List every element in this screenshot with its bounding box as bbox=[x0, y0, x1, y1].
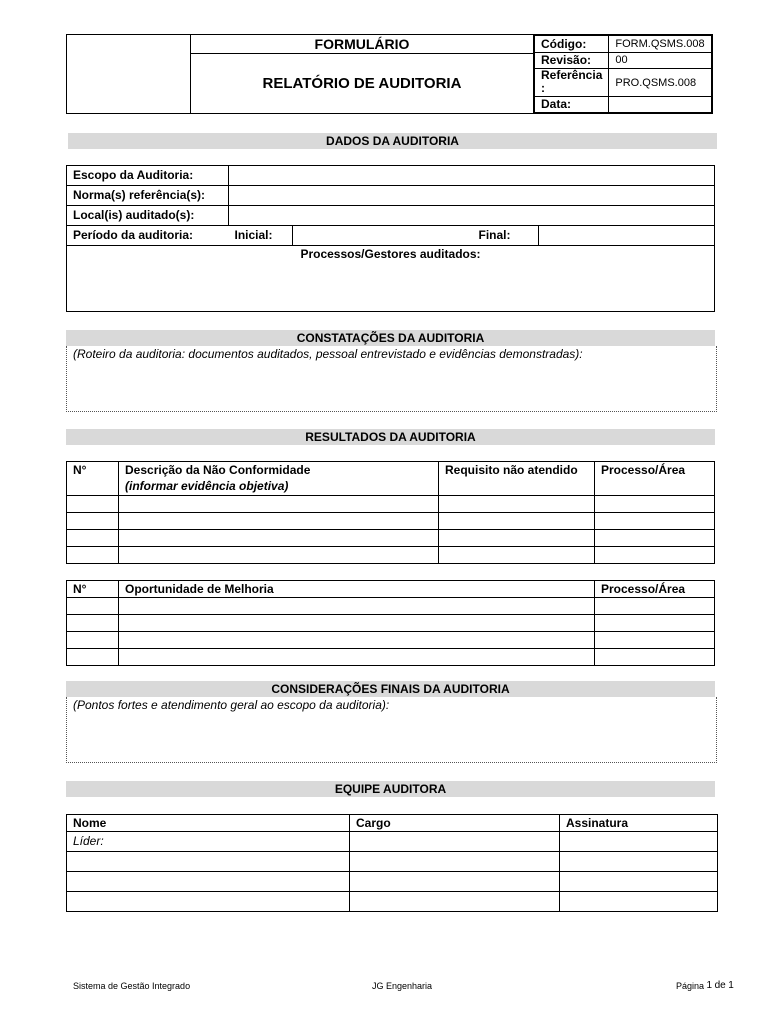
reference-value: PRO.QSMS.008 bbox=[609, 69, 712, 97]
footer-page-of: de bbox=[714, 980, 726, 991]
om-desc-header: Oportunidade de Melhoria bbox=[119, 581, 595, 598]
om-num-header: N° bbox=[67, 581, 119, 598]
norms-value[interactable] bbox=[229, 186, 715, 206]
table-row[interactable] bbox=[67, 632, 715, 649]
constatacoes-box[interactable] bbox=[66, 346, 717, 412]
locations-label: Local(is) auditado(s): bbox=[67, 206, 229, 226]
period-label: Período da auditoria: bbox=[67, 226, 229, 246]
team-signature-header: Assinatura bbox=[560, 815, 718, 832]
scope-label: Escopo da Auditoria: bbox=[67, 166, 229, 186]
table-row[interactable] bbox=[67, 513, 715, 530]
footer-system: Sistema de Gestão Integrado bbox=[73, 981, 191, 991]
nc-num-header: N° bbox=[67, 462, 119, 496]
team-name-header: Nome bbox=[67, 815, 350, 832]
consideracoes-box[interactable] bbox=[66, 697, 717, 763]
nc-table bbox=[66, 461, 715, 564]
reference-label: Referência : bbox=[535, 69, 609, 97]
footer-page-num: 1 bbox=[706, 980, 713, 991]
scope-value[interactable] bbox=[229, 166, 715, 186]
footer-page bbox=[676, 980, 734, 991]
section-equipe: EQUIPE AUDITORA bbox=[66, 781, 715, 797]
norms-label: Norma(s) referência(s): bbox=[67, 186, 229, 206]
code-label: Código: bbox=[535, 36, 609, 53]
nc-desc-title: Descrição da Não Conformidade bbox=[125, 463, 311, 477]
table-row[interactable] bbox=[67, 852, 718, 872]
initial-label: Inicial: bbox=[229, 226, 293, 246]
table-row[interactable] bbox=[67, 530, 715, 547]
dados-table bbox=[66, 165, 715, 312]
doc-info-cell bbox=[534, 35, 713, 114]
nc-desc-header bbox=[119, 462, 439, 496]
logo-cell bbox=[67, 35, 191, 114]
section-constatacoes: CONSTATAÇÕES DA AUDITORIA bbox=[66, 330, 715, 346]
revision-label: Revisão: bbox=[535, 53, 609, 69]
section-dados: DADOS DA AUDITORIA bbox=[68, 133, 717, 149]
table-row[interactable] bbox=[67, 649, 715, 666]
initial-value[interactable] bbox=[293, 226, 473, 246]
team-role-header: Cargo bbox=[350, 815, 560, 832]
table-row[interactable] bbox=[67, 496, 715, 513]
table-row[interactable] bbox=[67, 872, 718, 892]
document-title: RELATÓRIO DE AUDITORIA bbox=[191, 54, 534, 114]
nc-req-header: Requisito não atendido bbox=[439, 462, 595, 496]
table-row[interactable] bbox=[67, 615, 715, 632]
table-row[interactable] bbox=[67, 547, 715, 564]
footer-company: JG Engenharia bbox=[372, 981, 433, 991]
leader-label: Líder: bbox=[67, 832, 350, 852]
om-proc-header: Processo/Área bbox=[595, 581, 715, 598]
revision-value: 00 bbox=[609, 53, 712, 69]
code-value: FORM.QSMS.008 bbox=[609, 36, 712, 53]
form-label: FORMULÁRIO bbox=[191, 35, 534, 54]
final-value[interactable] bbox=[539, 226, 715, 246]
constatacoes-hint: (Roteiro da auditoria: documentos auditados, pessoal entrevistado e evidências demonstradas): bbox=[73, 347, 583, 361]
date-value bbox=[609, 97, 712, 113]
date-label: Data: bbox=[535, 97, 609, 113]
processes-label: Processos/Gestores auditados: bbox=[300, 247, 481, 261]
header-table bbox=[66, 34, 713, 114]
nc-desc-note: (informar evidência objetiva) bbox=[125, 479, 289, 493]
section-resultados: RESULTADOS DA AUDITORIA bbox=[66, 429, 715, 445]
table-row[interactable] bbox=[67, 892, 718, 912]
table-row[interactable] bbox=[67, 598, 715, 615]
footer-page-label: Página bbox=[676, 981, 705, 991]
final-label: Final: bbox=[473, 226, 539, 246]
footer-page-total: 1 bbox=[728, 980, 734, 991]
consideracoes-hint: (Pontos fortes e atendimento geral ao escopo da auditoria): bbox=[73, 698, 390, 712]
locations-value[interactable] bbox=[229, 206, 715, 226]
team-table bbox=[66, 814, 718, 912]
table-row[interactable] bbox=[67, 832, 718, 852]
section-consideracoes: CONSIDERAÇÕES FINAIS DA AUDITORIA bbox=[66, 681, 715, 697]
om-table bbox=[66, 580, 715, 666]
nc-proc-header: Processo/Área bbox=[595, 462, 715, 496]
